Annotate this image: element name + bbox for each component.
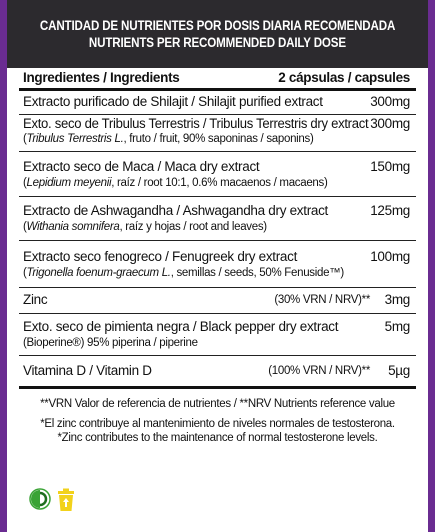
detail-text: , semillas / seeds, 50% Fenuside™)	[170, 267, 344, 279]
ingredient-detail: (Lepidium meyenii, raíz / root 10:1, 0.6% macaenos / macaens)	[23, 177, 328, 189]
ingredient-name: Vitamina D / Vitamin D	[23, 363, 152, 378]
ingredient-detail: (Trigonella foenum-graecum L., semillas / seeds, 50% Fenuside™)	[23, 267, 344, 279]
header-title-es: CANTIDAD DE NUTRIENTES POR DOSIS DIARIA RECOMENDADA	[39, 18, 396, 33]
ingredient-amount: 125mg	[370, 203, 410, 218]
table-header-row	[19, 68, 416, 91]
latin-name: Tribulus Terrestris L.	[26, 133, 124, 145]
green-dot-recycling-icon	[29, 488, 51, 517]
ingredient-name: Extracto de Ashwagandha / Ashwagandha dry extract	[23, 203, 329, 218]
zinc-claim-en: *Zinc contributes to the maintenance of normal testosterone levels.	[57, 432, 378, 444]
ingredient-detail: (Withania somnifera, raíz y hojas / root and leaves)	[23, 221, 267, 233]
reference-value: (100% VRN / NRV)**	[268, 365, 370, 377]
ingredient-amount: 3mg	[384, 292, 410, 307]
ingredient-detail: (Tribulus Terrestris L., fruto / fruit, 90% saponinas / saponins)	[23, 133, 314, 145]
table-row	[19, 241, 416, 288]
detail-text: , fruto / fruit, 90% saponinas / saponins)	[123, 133, 314, 145]
nutrition-header	[7, 0, 428, 68]
ingredient-name: Exto. seco de pimienta negra / Black pepper dry extract	[23, 319, 339, 334]
detail-text: , raíz y hojas / root and leaves)	[119, 221, 267, 233]
ingredient-amount: 100mg	[370, 249, 410, 264]
ingredient-amount: 5mg	[384, 319, 410, 334]
ingredient-name: Extracto seco de Maca / Maca dry extract	[23, 159, 260, 174]
table-row	[19, 356, 416, 389]
zinc-claim-es: *El zinc contribuye al mantenimiento de niveles normales de testosterona.	[40, 418, 395, 430]
nutrition-label-panel	[7, 0, 428, 532]
column-header-ingredients: Ingredientes / Ingredients	[23, 70, 180, 85]
latin-name: Withania somnifera	[26, 221, 120, 233]
table-row	[19, 91, 416, 115]
packaging-icons	[29, 488, 75, 517]
latin-name: Lepidium meyenii	[26, 177, 112, 189]
header-title-en: NUTRIENTS PER RECOMMENDED DAILY DOSE	[88, 35, 347, 50]
ingredient-name: Extracto seco fenogreco / Fenugreek dry extract	[23, 249, 298, 264]
ingredient-name: Zinc	[23, 292, 48, 307]
recycle-bin-icon	[57, 488, 75, 517]
table-row	[19, 197, 416, 241]
ingredient-amount: 300mg	[370, 94, 410, 109]
table-row	[19, 288, 416, 314]
ingredient-amount: 5µg	[388, 363, 410, 378]
ingredient-detail: (Bioperine®) 95% piperina / piperine	[23, 337, 198, 349]
nutrients-table	[19, 68, 416, 389]
nrv-footnote: **VRN Valor de referencia de nutrientes / **NRV Nutrients reference value	[40, 398, 395, 410]
ingredient-amount: 300mg	[370, 116, 410, 131]
ingredient-name: Exto. seco de Tribulus Terrestris / Tribulus Terrestris dry extract	[23, 116, 369, 131]
ingredient-name: Extracto purificado de Shilajit / Shilajit purified extract	[23, 94, 323, 109]
table-row	[19, 314, 416, 356]
ingredient-amount: 150mg	[370, 159, 410, 174]
reference-value: (30% VRN / NRV)**	[274, 294, 370, 306]
column-header-amount: 2 cápsulas / capsules	[278, 70, 410, 85]
table-row	[19, 115, 416, 152]
table-row	[19, 152, 416, 197]
latin-name: Trigonella foenum-graecum L.	[26, 267, 171, 279]
detail-text: , raíz / root 10:1, 0.6% macaenos / macaens)	[111, 177, 328, 189]
